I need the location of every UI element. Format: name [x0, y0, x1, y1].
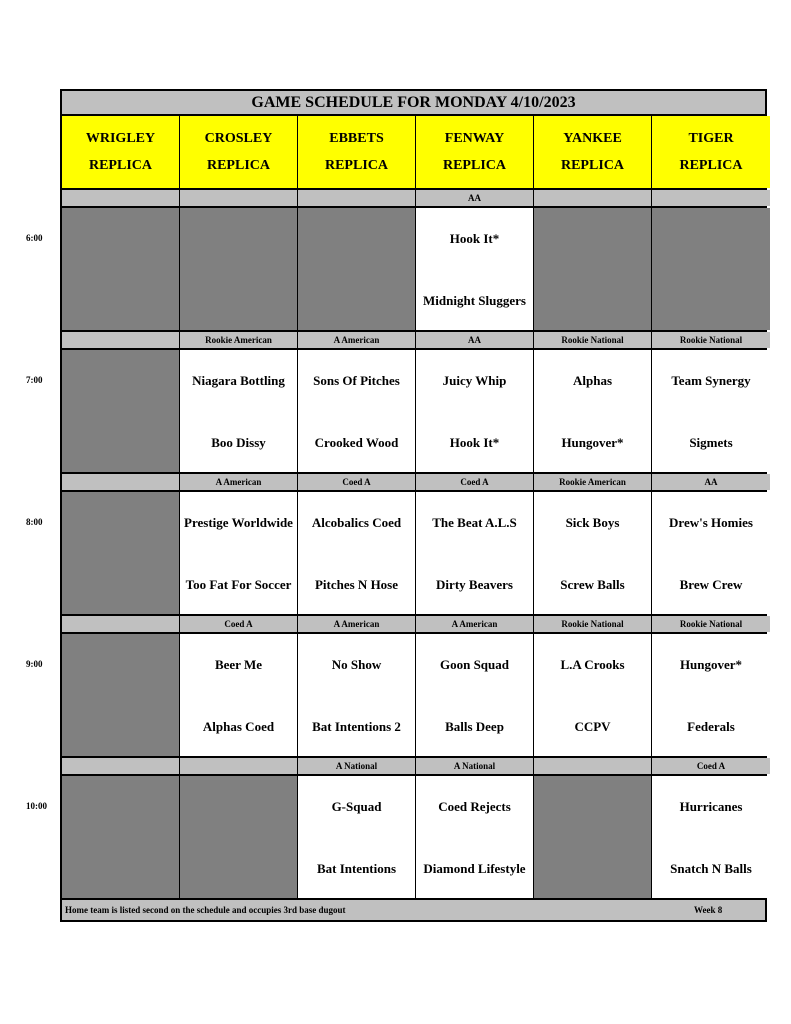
game-row-700: [62, 350, 765, 472]
game-cell: [652, 776, 770, 898]
level-label: [534, 758, 651, 774]
home-team: Screw Balls: [560, 576, 625, 592]
game-cell: [652, 634, 770, 756]
away-team: Alphas: [572, 372, 613, 388]
field-header-ebbets: [298, 116, 415, 188]
home-team: Boo Dissy: [211, 434, 266, 450]
game-cell: [298, 634, 415, 756]
empty-slot: [534, 776, 651, 898]
level-row: [62, 474, 765, 490]
home-team: Hook It*: [449, 434, 500, 450]
time-label: 9:00: [26, 659, 43, 669]
field-subtitle: REPLICA: [324, 158, 388, 173]
field-header-yankee: [534, 116, 651, 188]
away-team: Coed Rejects: [438, 798, 511, 814]
level-label: [180, 190, 297, 206]
field-header-wrigley: [62, 116, 179, 188]
away-team: Sick Boys: [565, 514, 620, 530]
game-cell: [534, 492, 651, 614]
field-subtitle: REPLICA: [442, 158, 506, 173]
level-label: Rookie American: [180, 332, 297, 348]
empty-slot: [534, 208, 651, 330]
time-label: 7:00: [26, 375, 43, 385]
away-team: L.A Crooks: [560, 656, 625, 672]
time-label: 6:00: [26, 233, 43, 243]
game-row-900: [62, 634, 765, 756]
field-name: WRIGLEY: [85, 131, 156, 146]
away-team: Hurricanes: [679, 798, 743, 814]
home-team-note: Home team is listed second on the schedule and occupies 3rd base dugout: [65, 905, 346, 915]
level-label: [62, 758, 179, 774]
field-header-row: [62, 116, 765, 188]
home-team: Dirty Beavers: [436, 576, 513, 592]
field-subtitle: REPLICA: [560, 158, 624, 173]
level-label: [180, 758, 297, 774]
away-team: G-Squad: [331, 798, 382, 814]
schedule-table: [60, 89, 767, 922]
time-label: 10:00: [26, 801, 47, 811]
home-team: Crooked Wood: [314, 434, 399, 450]
away-team: Niagara Bottling: [192, 372, 285, 388]
field-name: TIGER: [688, 131, 734, 146]
field-name: EBBETS: [329, 131, 384, 146]
game-cell: [180, 492, 297, 614]
away-team: Prestige Worldwide: [184, 514, 293, 530]
game-cell: [180, 350, 297, 472]
level-label: A National: [298, 758, 415, 774]
away-team: Beer Me: [214, 656, 263, 672]
level-label: Rookie National: [652, 332, 770, 348]
level-label: [298, 190, 415, 206]
level-label: Rookie American: [534, 474, 651, 490]
level-label: [62, 332, 179, 348]
game-cell: [416, 208, 533, 330]
home-team: CCPV: [574, 718, 611, 734]
away-team: No Show: [331, 656, 382, 672]
away-team: Juicy Whip: [442, 372, 507, 388]
game-row-800: [62, 492, 765, 614]
level-label: Coed A: [416, 474, 533, 490]
away-team: Team Synergy: [671, 372, 751, 388]
home-team: Too Fat For Soccer: [185, 576, 292, 592]
level-label: AA: [416, 190, 533, 206]
home-team: Bat Intentions: [316, 860, 397, 876]
empty-slot: [62, 208, 179, 330]
level-label: A American: [298, 332, 415, 348]
level-label: [62, 474, 179, 490]
empty-slot: [298, 208, 415, 330]
home-team: Diamond Lifestyle: [423, 860, 526, 876]
away-team: Sons Of Pitches: [313, 372, 400, 388]
level-label: A American: [416, 616, 533, 632]
home-team: Alphas Coed: [202, 718, 275, 734]
away-team: Drew's Homies: [669, 514, 753, 530]
level-label: Rookie National: [534, 332, 651, 348]
away-team: The Beat A.L.S: [432, 514, 517, 530]
level-label: A National: [416, 758, 533, 774]
level-row: [62, 190, 765, 206]
level-label: Coed A: [298, 474, 415, 490]
field-header-crosley: [180, 116, 297, 188]
field-name: CROSLEY: [204, 131, 273, 146]
level-label: AA: [652, 474, 770, 490]
home-team: Sigmets: [689, 434, 733, 450]
level-label: [62, 616, 179, 632]
field-name: FENWAY: [444, 131, 505, 146]
game-cell: [416, 776, 533, 898]
field-subtitle: REPLICA: [679, 158, 743, 173]
level-label: AA: [416, 332, 533, 348]
schedule-title: GAME SCHEDULE FOR MONDAY 4/10/2023: [62, 91, 765, 116]
field-subtitle: REPLICA: [206, 158, 270, 173]
level-row: [62, 616, 765, 632]
game-cell: [416, 634, 533, 756]
empty-slot: [62, 634, 179, 756]
home-team: Snatch N Balls: [670, 860, 752, 876]
game-cell: [534, 350, 651, 472]
level-label: Rookie National: [534, 616, 651, 632]
empty-slot: [62, 350, 179, 472]
away-team: Goon Squad: [439, 656, 509, 672]
game-cell: [652, 350, 770, 472]
game-cell: [416, 350, 533, 472]
level-label: [534, 190, 651, 206]
level-label: Coed A: [652, 758, 770, 774]
level-label: A American: [180, 474, 297, 490]
level-row: [62, 332, 765, 348]
field-name: YANKEE: [563, 131, 622, 146]
game-cell: [298, 350, 415, 472]
home-team: Hungover*: [561, 434, 624, 450]
game-cell: [298, 776, 415, 898]
level-label: Coed A: [180, 616, 297, 632]
field-header-fenway: [416, 116, 533, 188]
game-cell: [180, 634, 297, 756]
empty-slot: [180, 208, 297, 330]
game-row-1000: [62, 776, 765, 898]
game-cell: [652, 492, 770, 614]
week-label: Week 8: [694, 905, 723, 915]
empty-slot: [62, 776, 179, 898]
away-team: Hook It*: [449, 230, 500, 246]
time-label: 8:00: [26, 517, 43, 527]
field-subtitle: REPLICA: [88, 158, 152, 173]
level-label: A American: [298, 616, 415, 632]
level-label: Rookie National: [652, 616, 770, 632]
home-team: Federals: [687, 718, 735, 734]
schedule-body: [62, 188, 765, 898]
home-team: Balls Deep: [445, 718, 504, 734]
schedule-footer: [62, 898, 765, 920]
game-row-600: [62, 208, 765, 330]
home-team: Brew Crew: [679, 576, 743, 592]
game-cell: [416, 492, 533, 614]
away-team: Alcobalics Coed: [311, 514, 402, 530]
home-team: Midnight Sluggers: [423, 292, 526, 308]
empty-slot: [652, 208, 770, 330]
game-cell: [534, 634, 651, 756]
level-label: [62, 190, 179, 206]
level-label: [652, 190, 770, 206]
empty-slot: [62, 492, 179, 614]
home-team: Bat Intentions 2: [312, 718, 401, 734]
home-team: Pitches N Hose: [314, 576, 399, 592]
level-row: [62, 758, 765, 774]
empty-slot: [180, 776, 297, 898]
game-cell: [298, 492, 415, 614]
field-header-tiger: [652, 116, 770, 188]
away-team: Hungover*: [679, 656, 743, 672]
